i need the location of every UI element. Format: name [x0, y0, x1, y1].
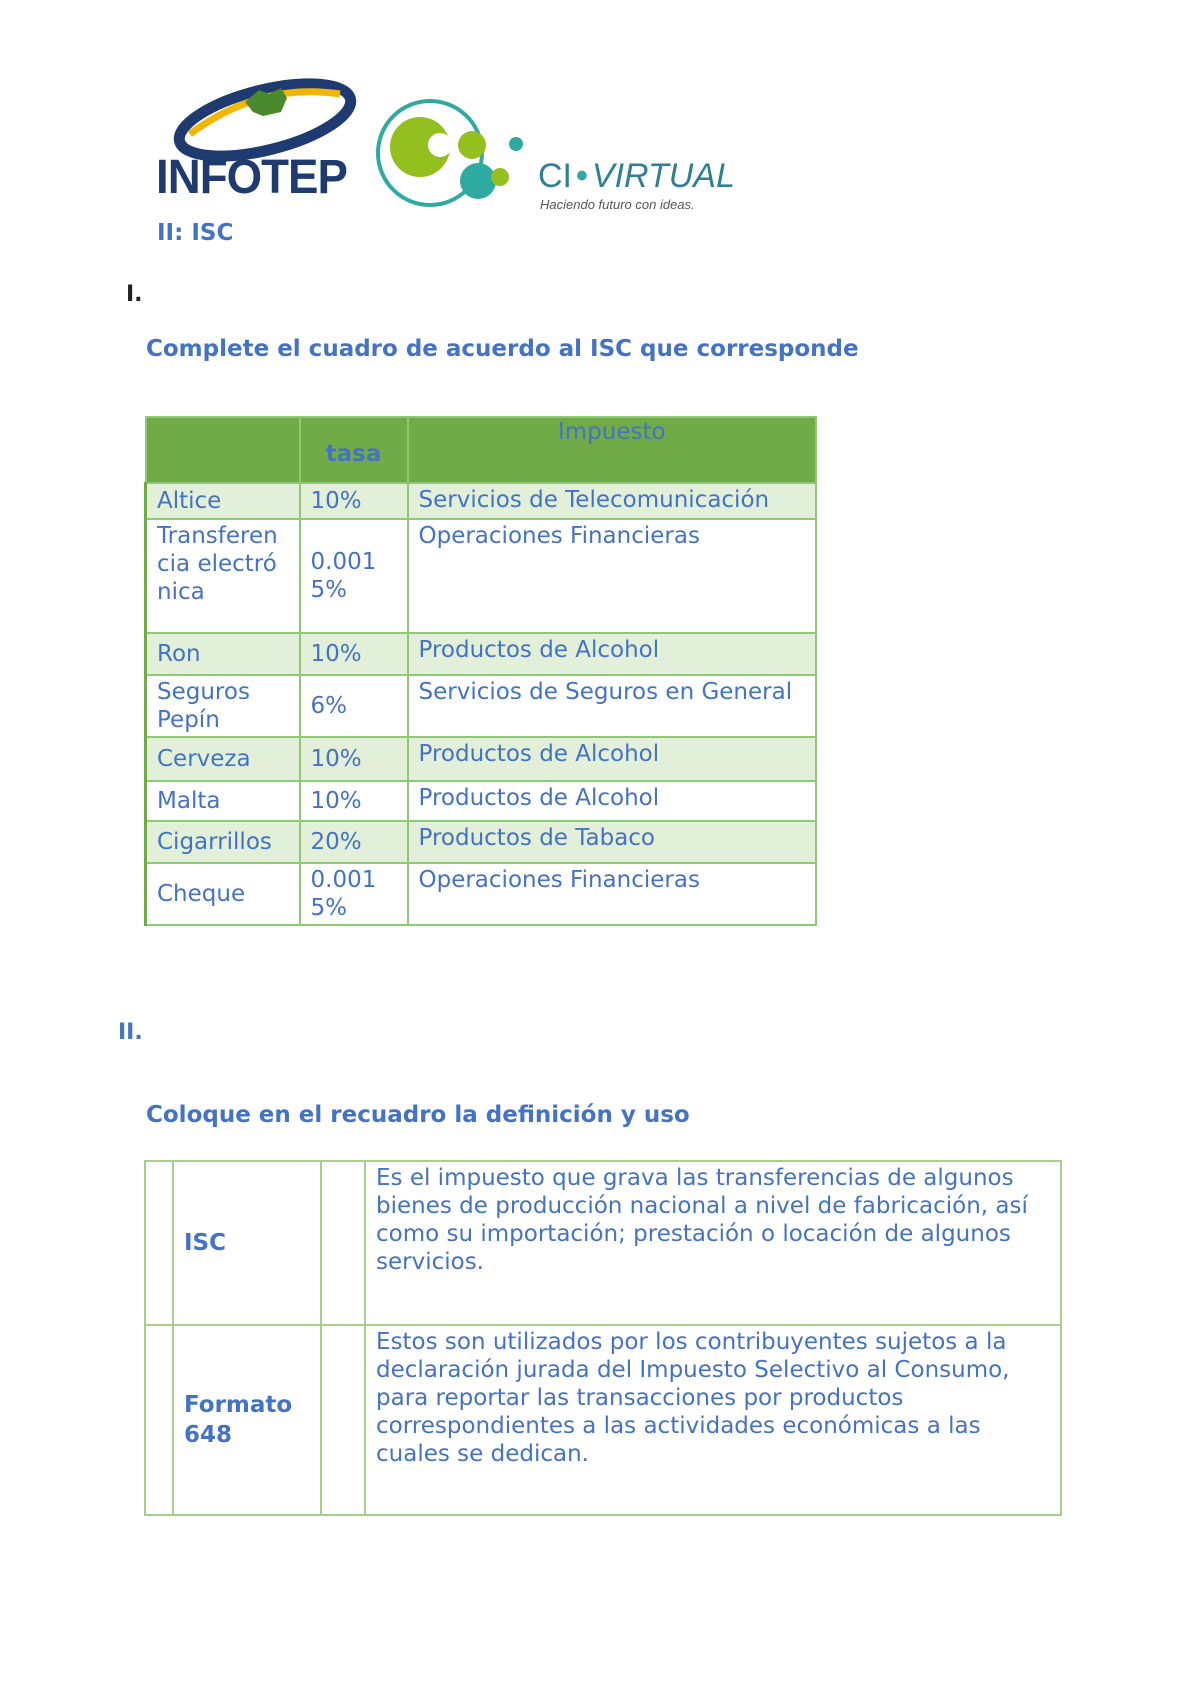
infotep-logo [150, 72, 360, 212]
table-header-row [146, 417, 817, 483]
cell-impuesto: Servicios de Telecomunicación [408, 483, 817, 519]
spacer-cell [321, 1161, 365, 1325]
table-row [146, 863, 817, 925]
table-row [145, 1161, 1061, 1325]
cell-tasa: 0.0015% [300, 519, 408, 633]
cell-tasa: 0.0015% [300, 863, 408, 925]
cell-tasa: 10% [300, 483, 408, 519]
ci-virtual-wordmark [538, 157, 735, 196]
cell-tasa: 20% [300, 821, 408, 863]
section-2-instruction: Coloque en el recuadro la definición y uso [146, 1102, 690, 1128]
definition-cell: Es el impuesto que grava las transferencias de algunos bienes de producción nacional a nivel de fabricación, así como su importación; prestación o locación de algunos servicios. [365, 1161, 1061, 1325]
cell-tasa: 10% [300, 737, 408, 781]
header-cell-impuesto: Impuesto [408, 417, 817, 483]
cell-item: Cheque [146, 863, 300, 925]
cell-impuesto: Productos de Alcohol [408, 737, 817, 781]
spacer-cell [321, 1325, 365, 1515]
page-title: II: ISC [157, 220, 234, 246]
table-row [146, 821, 817, 863]
cell-impuesto: Productos de Tabaco [408, 821, 817, 863]
ci-virtual-circles-icon [370, 95, 550, 210]
cell-impuesto: Productos de Alcohol [408, 781, 817, 821]
table-row [146, 781, 817, 821]
infotep-wordmark: INFOTEP [156, 151, 347, 204]
cell-impuesto: Operaciones Financieras [408, 863, 817, 925]
term-cell: ISC [173, 1161, 321, 1325]
section-1-number: I. [126, 282, 143, 307]
ci-virtual-logo [370, 95, 735, 212]
infotep-swoosh-icon [150, 72, 360, 162]
cell-tasa: 10% [300, 633, 408, 675]
gap-cell [145, 1161, 173, 1325]
cell-item: Seguros Pepín [146, 675, 300, 737]
definition-cell: Estos son utilizados por los contribuyentes sujetos a la declaración jurada del Impuesto Selectivo al Consumo, para reportar las transacciones por productos correspondientes a las actividades económicas a las cuales se dedican. [365, 1325, 1061, 1515]
cell-item: Ron [146, 633, 300, 675]
header-cell-item [146, 417, 300, 483]
header-cell-tasa: tasa [300, 417, 408, 483]
table-row [146, 483, 817, 519]
table-row [146, 675, 817, 737]
cell-impuesto: Productos de Alcohol [408, 633, 817, 675]
cell-impuesto: Servicios de Seguros en General [408, 675, 817, 737]
cell-tasa: 6% [300, 675, 408, 737]
section-2-number: II. [118, 1020, 143, 1045]
cell-item: Malta [146, 781, 300, 821]
definitions-table [144, 1160, 1062, 1516]
cell-tasa: 10% [300, 781, 408, 821]
term-cell: Formato 648 [173, 1325, 321, 1515]
virtual-text: VIRTUAL [591, 157, 735, 195]
isc-rates-table [144, 416, 817, 926]
gap-cell [145, 1325, 173, 1515]
ci-text: CI [538, 157, 572, 195]
table-row [146, 633, 817, 675]
ci-dot: • [576, 157, 588, 195]
cell-item: Cerveza [146, 737, 300, 781]
section-1-instruction: Complete el cuadro de acuerdo al ISC que corresponde [146, 336, 859, 362]
cell-item: Cigarrillos [146, 821, 300, 863]
cell-item: Transferencia electrónica [146, 519, 300, 633]
cell-impuesto: Operaciones Financieras [408, 519, 817, 633]
table-row [146, 519, 817, 633]
cell-item: Altice [146, 483, 300, 519]
table-row [145, 1325, 1061, 1515]
ci-virtual-slogan: Haciendo futuro con ideas. [540, 197, 695, 212]
table-row [146, 737, 817, 781]
